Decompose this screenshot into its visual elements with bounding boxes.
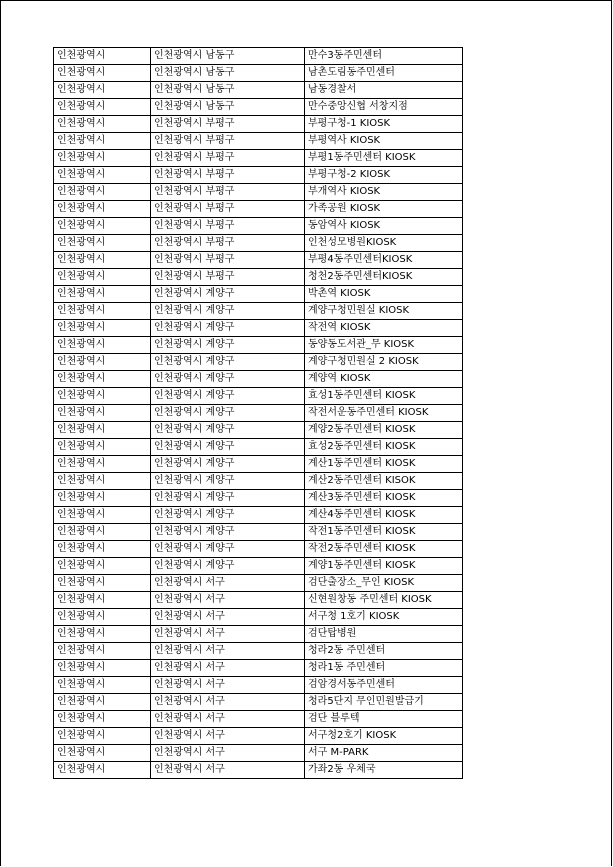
table-row [54,320,463,337]
location-cell: 신현원창동 주민센터 KIOSK [305,592,463,609]
province-cell: 인천광역시 [54,48,151,65]
district-cell: 인천광역시 계양구 [151,405,305,422]
province-cell: 인천광역시 [54,167,151,184]
district-cell: 인천광역시 서구 [151,575,305,592]
district-cell: 인천광역시 계양구 [151,507,305,524]
table-row [54,677,463,694]
location-cell: 서구청2호기 KIOSK [305,728,463,745]
table-row [54,711,463,728]
table-row [54,133,463,150]
location-cell: 계산4동주민센터 KIOSK [305,507,463,524]
table-row [54,541,463,558]
location-cell: 작전서운동주민센터 KIOSK [305,405,463,422]
district-cell: 인천광역시 계양구 [151,524,305,541]
table-row [54,762,463,779]
district-cell: 인천광역시 서구 [151,592,305,609]
location-cell: 계양구청민원실 KIOSK [305,303,463,320]
district-cell: 인천광역시 계양구 [151,558,305,575]
table-row [54,745,463,762]
location-cell: 만수중앙신협 서창지점 [305,99,463,116]
district-cell: 인천광역시 남동구 [151,65,305,82]
province-cell: 인천광역시 [54,65,151,82]
province-cell: 인천광역시 [54,745,151,762]
table-row [54,575,463,592]
district-cell: 인천광역시 남동구 [151,99,305,116]
table-row [54,473,463,490]
district-cell: 인천광역시 부평구 [151,184,305,201]
location-cell: 작전2동주민센터 KIOSK [305,541,463,558]
district-cell: 인천광역시 부평구 [151,133,305,150]
district-cell: 인천광역시 부평구 [151,252,305,269]
table-row [54,371,463,388]
district-cell: 인천광역시 계양구 [151,490,305,507]
province-cell: 인천광역시 [54,252,151,269]
location-cell: 검단탑병원 [305,626,463,643]
province-cell: 인천광역시 [54,507,151,524]
table-row [54,150,463,167]
table-row [54,218,463,235]
district-cell: 인천광역시 서구 [151,609,305,626]
district-cell: 인천광역시 계양구 [151,541,305,558]
province-cell: 인천광역시 [54,269,151,286]
province-cell: 인천광역시 [54,286,151,303]
location-cell: 남촌도림동주민센터 [305,65,463,82]
province-cell: 인천광역시 [54,150,151,167]
province-cell: 인천광역시 [54,116,151,133]
district-cell: 인천광역시 계양구 [151,286,305,303]
district-cell: 인천광역시 부평구 [151,167,305,184]
table-row [54,354,463,371]
location-cell: 청라1동 주민센터 [305,660,463,677]
province-cell: 인천광역시 [54,82,151,99]
province-cell: 인천광역시 [54,337,151,354]
location-cell: 동암역사 KIOSK [305,218,463,235]
location-cell: 계양구청민원실 2 KIOSK [305,354,463,371]
district-cell: 인천광역시 서구 [151,745,305,762]
province-cell: 인천광역시 [54,218,151,235]
table-row [54,660,463,677]
district-cell: 인천광역시 서구 [151,677,305,694]
province-cell: 인천광역시 [54,354,151,371]
table-row [54,303,463,320]
province-cell: 인천광역시 [54,592,151,609]
table-row [54,439,463,456]
table-row [54,388,463,405]
district-cell: 인천광역시 계양구 [151,456,305,473]
table-row [54,490,463,507]
table-row [54,252,463,269]
location-cell: 동양동도서관_무 KIOSK [305,337,463,354]
location-cell: 부평구청-1 KIOSK [305,116,463,133]
location-cell: 박촌역 KIOSK [305,286,463,303]
table-row [54,99,463,116]
table-row [54,643,463,660]
district-cell: 인천광역시 서구 [151,694,305,711]
location-cell: 인천성모병원KIOSK [305,235,463,252]
province-cell: 인천광역시 [54,201,151,218]
district-cell: 인천광역시 부평구 [151,218,305,235]
location-cell: 검단출장소_무인 KIOSK [305,575,463,592]
province-cell: 인천광역시 [54,371,151,388]
province-cell: 인천광역시 [54,456,151,473]
location-cell: 작전1동주민센터 KIOSK [305,524,463,541]
table-body [54,48,463,779]
province-cell: 인천광역시 [54,626,151,643]
table-row [54,728,463,745]
district-cell: 인천광역시 서구 [151,762,305,779]
province-cell: 인천광역시 [54,133,151,150]
province-cell: 인천광역시 [54,473,151,490]
district-cell: 인천광역시 부평구 [151,150,305,167]
province-cell: 인천광역시 [54,320,151,337]
table-row [54,694,463,711]
district-cell: 인천광역시 서구 [151,660,305,677]
location-cell: 검암경서동주민센터 [305,677,463,694]
location-cell: 만수3동주민센터 [305,48,463,65]
location-cell: 계산3동주민센터 KIOSK [305,490,463,507]
province-cell: 인천광역시 [54,524,151,541]
table-row [54,337,463,354]
province-cell: 인천광역시 [54,303,151,320]
location-cell: 계산2동주민센터 KISOK [305,473,463,490]
district-cell: 인천광역시 남동구 [151,48,305,65]
location-cell: 가족공원 KIOSK [305,201,463,218]
province-cell: 인천광역시 [54,541,151,558]
district-cell: 인천광역시 부평구 [151,269,305,286]
province-cell: 인천광역시 [54,728,151,745]
location-cell: 서구 M-PARK [305,745,463,762]
table-row [54,507,463,524]
table-row [54,405,463,422]
table-row [54,167,463,184]
district-cell: 인천광역시 서구 [151,711,305,728]
location-cell: 계양2동주민센터 KIOSK [305,422,463,439]
location-cell: 효성1동주민센터 KIOSK [305,388,463,405]
district-cell: 인천광역시 계양구 [151,439,305,456]
province-cell: 인천광역시 [54,405,151,422]
district-cell: 인천광역시 서구 [151,643,305,660]
district-cell: 인천광역시 부평구 [151,235,305,252]
district-cell: 인천광역시 계양구 [151,422,305,439]
table-row [54,201,463,218]
district-cell: 인천광역시 계양구 [151,371,305,388]
province-cell: 인천광역시 [54,694,151,711]
location-cell: 서구청 1호기 KIOSK [305,609,463,626]
district-cell: 인천광역시 계양구 [151,473,305,490]
location-cell: 계양1동주민센터 KIOSK [305,558,463,575]
district-cell: 인천광역시 서구 [151,626,305,643]
location-cell: 부평구청-2 KIOSK [305,167,463,184]
table-row [54,524,463,541]
table-row [54,558,463,575]
province-cell: 인천광역시 [54,575,151,592]
table-row [54,626,463,643]
location-cell: 계산1동주민센터 KIOSK [305,456,463,473]
location-cell: 청라5단지 무인민원발급기 [305,694,463,711]
location-cell: 부평역사 KIOSK [305,133,463,150]
table-row [54,184,463,201]
province-cell: 인천광역시 [54,609,151,626]
province-cell: 인천광역시 [54,677,151,694]
province-cell: 인천광역시 [54,558,151,575]
location-cell: 부평4동주민센터KIOSK [305,252,463,269]
province-cell: 인천광역시 [54,711,151,728]
province-cell: 인천광역시 [54,439,151,456]
district-cell: 인천광역시 부평구 [151,116,305,133]
province-cell: 인천광역시 [54,643,151,660]
location-cell: 부개역사 KIOSK [305,184,463,201]
location-cell: 효성2동주민센터 KIOSK [305,439,463,456]
table-row [54,609,463,626]
location-cell: 부평1동주민센터 KIOSK [305,150,463,167]
location-cell: 남동경찰서 [305,82,463,99]
location-cell: 청천2동주민센터KIOSK [305,269,463,286]
district-cell: 인천광역시 서구 [151,728,305,745]
district-cell: 인천광역시 계양구 [151,337,305,354]
table-row [54,65,463,82]
district-cell: 인천광역시 남동구 [151,82,305,99]
location-cell: 가좌2동 우체국 [305,762,463,779]
province-cell: 인천광역시 [54,762,151,779]
province-cell: 인천광역시 [54,184,151,201]
table-row [54,286,463,303]
location-cell: 계양역 KIOSK [305,371,463,388]
province-cell: 인천광역시 [54,660,151,677]
district-cell: 인천광역시 계양구 [151,303,305,320]
location-cell: 검단 블루텍 [305,711,463,728]
province-cell: 인천광역시 [54,490,151,507]
table-row [54,592,463,609]
province-cell: 인천광역시 [54,99,151,116]
district-cell: 인천광역시 부평구 [151,201,305,218]
table-row [54,456,463,473]
province-cell: 인천광역시 [54,235,151,252]
location-cell: 작전역 KIOSK [305,320,463,337]
location-table [53,47,463,779]
table-row [54,116,463,133]
location-cell: 청라2동 주민센터 [305,643,463,660]
table-row [54,422,463,439]
table-row [54,82,463,99]
table-row [54,48,463,65]
district-cell: 인천광역시 계양구 [151,320,305,337]
table-row [54,269,463,286]
province-cell: 인천광역시 [54,422,151,439]
table-row [54,235,463,252]
district-cell: 인천광역시 계양구 [151,388,305,405]
province-cell: 인천광역시 [54,388,151,405]
district-cell: 인천광역시 계양구 [151,354,305,371]
